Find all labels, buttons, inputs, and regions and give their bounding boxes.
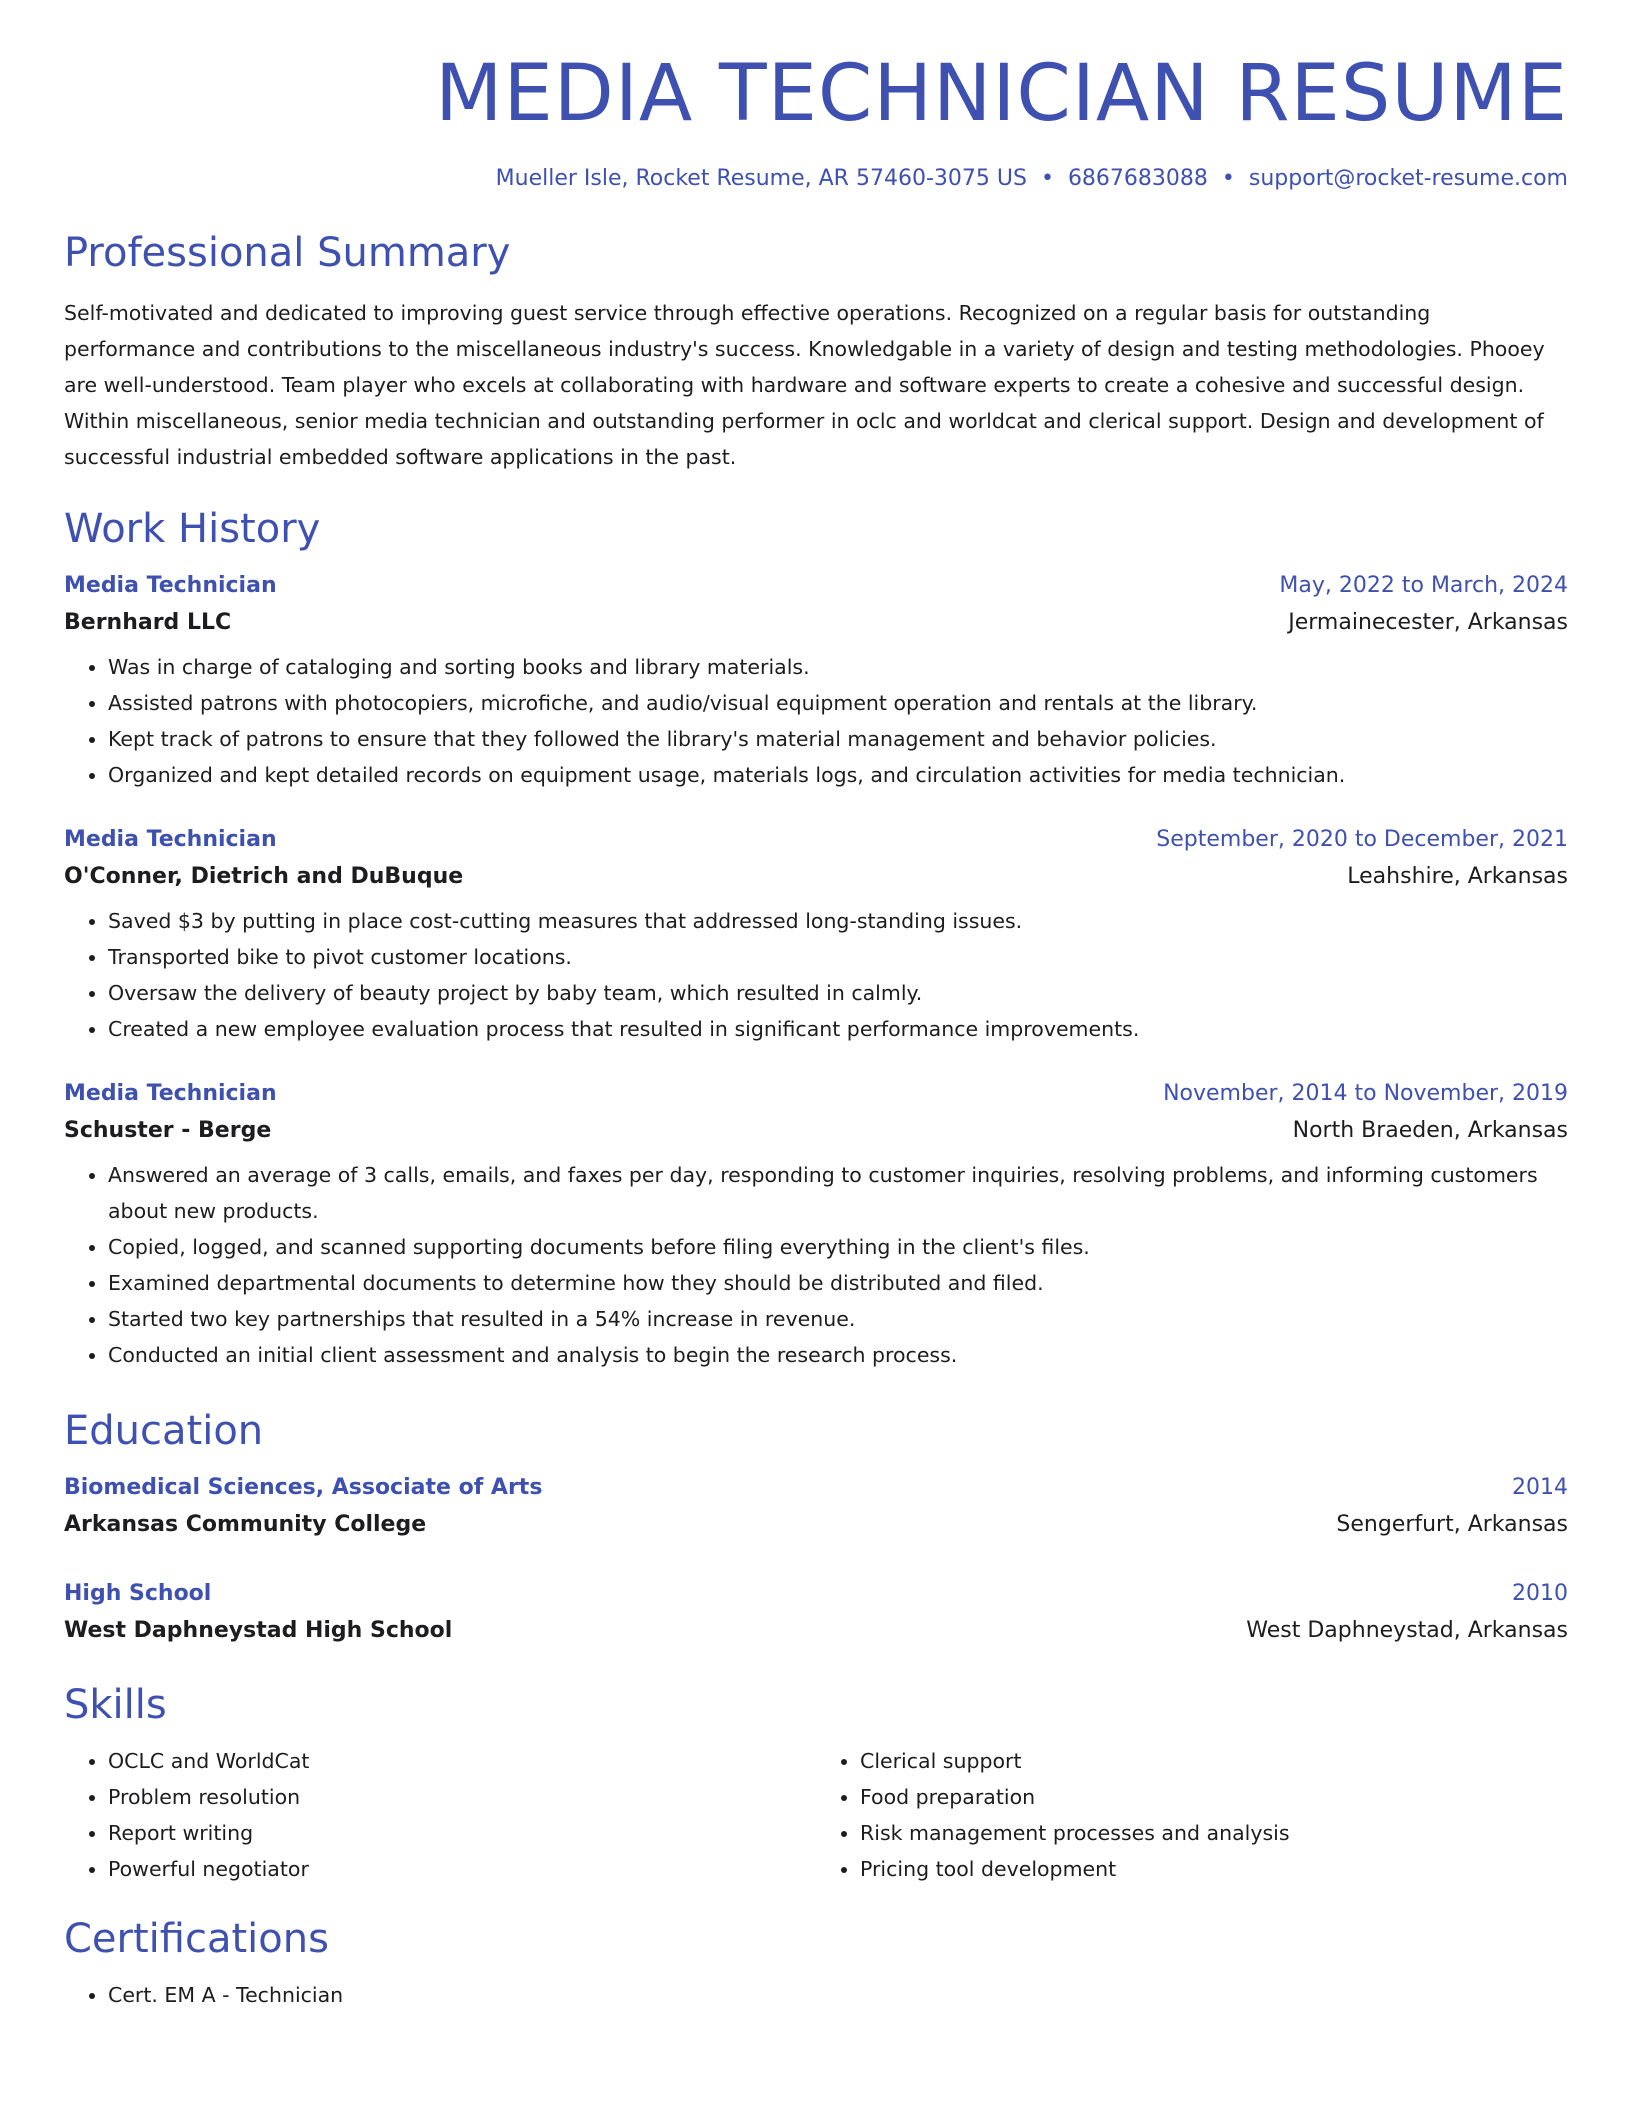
skill-item: • Problem resolution <box>108 1779 816 1815</box>
job-bullet: • Copied, logged, and scanned supporting documents before filing everything in the client's files. <box>108 1229 1568 1265</box>
skill-item: • Powerful negotiator <box>108 1851 816 1887</box>
job-bullets <box>64 649 1568 793</box>
education-entry <box>64 1475 1568 1537</box>
skills-list-left <box>64 1743 816 1887</box>
job-company: O'Conner, Dietrich and DuBuque <box>64 863 464 889</box>
job-company: Bernhard LLC <box>64 609 232 635</box>
skills-grid <box>64 1743 1568 1887</box>
job-location: Leahshire, Arkansas <box>1347 863 1568 889</box>
education-heading: Education <box>64 1407 264 1454</box>
education-degree: High School <box>64 1580 212 1606</box>
contact-email[interactable]: support@rocket-resume.com <box>1248 165 1568 191</box>
job-dates: September, 2020 to December, 2021 <box>1156 826 1568 852</box>
job-entry <box>64 1081 1568 1373</box>
education-school: Arkansas Community College <box>64 1511 427 1537</box>
job-bullet: • Organized and kept detailed records on equipment usage, materials logs, and circulation activities for media technician. <box>108 757 1568 793</box>
skill-item: • OCLC and WorldCat <box>108 1743 816 1779</box>
contact-line <box>64 166 1568 191</box>
work-history-heading: Work History <box>64 505 321 552</box>
certifications-list <box>64 1977 1568 2013</box>
summary-heading: Professional Summary <box>64 229 511 276</box>
certifications-heading: Certifications <box>64 1915 329 1962</box>
skill-item: • Risk management processes and analysis <box>860 1815 1568 1851</box>
job-bullets <box>64 903 1568 1047</box>
job-bullet: • Was in charge of cataloging and sorting books and library materials. <box>108 649 1568 685</box>
skill-item: • Food preparation <box>860 1779 1568 1815</box>
contact-address: Mueller Isle, Rocket Resume, AR 57460-3075 US <box>495 165 1027 191</box>
skills-heading: Skills <box>64 1681 167 1728</box>
resume-title: MEDIA TECHNICIAN RESUME <box>435 49 1568 139</box>
job-bullet: • Kept track of patrons to ensure that they followed the library's material management and behavior policies. <box>108 721 1568 757</box>
job-role: Media Technician <box>64 826 277 852</box>
job-entry <box>64 827 1568 1047</box>
education-year: 2014 <box>1512 1474 1568 1500</box>
job-bullet: • Oversaw the delivery of beauty project by baby team, which resulted in calmly. <box>108 975 1568 1011</box>
education-school: West Daphneystad High School <box>64 1617 453 1643</box>
job-dates: November, 2014 to November, 2019 <box>1163 1080 1568 1106</box>
job-bullet: • Answered an average of 3 calls, emails, and faxes per day, responding to customer inquiries, resolving problems, and informing customers about new products. <box>108 1157 1568 1229</box>
job-role: Media Technician <box>64 572 277 598</box>
job-bullet: • Created a new employee evaluation process that resulted in significant performance improvements. <box>108 1011 1568 1047</box>
skill-item: • Pricing tool development <box>860 1851 1568 1887</box>
job-role: Media Technician <box>64 1080 277 1106</box>
skills-list-right <box>816 1743 1568 1887</box>
summary-text: Self-motivated and dedicated to improving guest service through effective operations. Recognized on a regular basis for outstanding performance and contributions to the miscellaneous industry's success. Knowledgable in a variety of design and testing methodologies. Phooey are well-understood. Team player who excels at collaborating with hardware and software experts to create a cohesive and successful design. Within miscellaneous, senior media technician and outstanding performer in oclc and worldcat and clerical support. Design and development of successful industrial embedded software applications in the past. <box>64 300 1545 469</box>
education-location: Sengerfurt, Arkansas <box>1336 1511 1568 1537</box>
job-bullet: • Transported bike to pivot customer locations. <box>108 939 1568 975</box>
contact-phone: 6867683088 <box>1067 165 1208 191</box>
job-location: North Braeden, Arkansas <box>1292 1117 1568 1143</box>
job-dates: May, 2022 to March, 2024 <box>1279 572 1568 598</box>
education-location: West Daphneystad, Arkansas <box>1246 1617 1568 1643</box>
skill-item: • Report writing <box>108 1815 816 1851</box>
job-bullet: • Started two key partnerships that resulted in a 54% increase in revenue. <box>108 1301 1568 1337</box>
job-entry <box>64 573 1568 793</box>
job-company: Schuster - Berge <box>64 1117 272 1143</box>
education-degree: Biomedical Sciences, Associate of Arts <box>64 1474 543 1500</box>
job-bullet: • Conducted an initial client assessment and analysis to begin the research process. <box>108 1337 1568 1373</box>
job-location: Jermainecester, Arkansas <box>1288 609 1568 635</box>
education-entry <box>64 1581 1568 1643</box>
job-bullet: • Assisted patrons with photocopiers, microfiche, and audio/visual equipment operation and rentals at the library. <box>108 685 1568 721</box>
job-bullet: • Saved $3 by putting in place cost-cutting measures that addressed long-standing issues. <box>108 903 1568 939</box>
education-year: 2010 <box>1512 1580 1568 1606</box>
contact-separator: • <box>1040 165 1054 191</box>
job-bullets <box>64 1157 1568 1373</box>
contact-separator: • <box>1221 165 1235 191</box>
skill-item: • Clerical support <box>860 1743 1568 1779</box>
job-bullet: • Examined departmental documents to determine how they should be distributed and filed. <box>108 1265 1568 1301</box>
certification-item: • Cert. EM A - Technician <box>108 1977 1568 2013</box>
